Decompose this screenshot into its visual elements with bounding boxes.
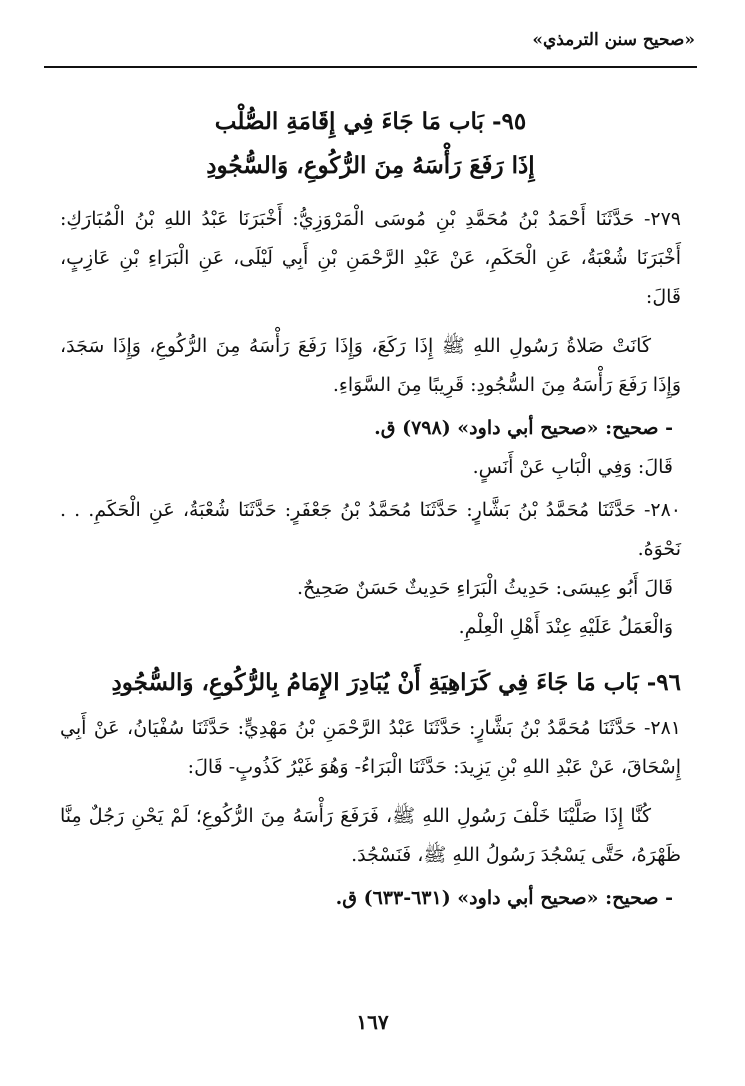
header-rule	[44, 66, 697, 68]
chapter-96-heading	[60, 661, 681, 705]
hadith-279-isnad: ٢٧٩- حَدَّثَنَا أَحْمَدُ بْنُ مُحَمَّدِ بْنِ مُوسَى الْمَرْوَزِيُّ: أَخْبَرَنَا عَبْدُ اللهِ بْنُ الْمُبَارَكِ: أَخْبَرَنَا شُعْبَةُ، عَنِ الْحَكَمِ، عَنْ عَبْدِ الرَّحْمَنِ بْنِ أَبِي لَيْلَى، عَنِ الْبَرَاءِ بْنِ عَازِبٍ، قَالَ:	[60, 208, 681, 308]
hadith-281-grading: - صحيح: «صحيح أبي داود» (٦٣١-٦٣٣) ق.	[335, 887, 673, 909]
hadith-281-isnad: ٢٨١- حَدَّثَنَا مُحَمَّدُ بْنُ بَشَّارٍ: حَدَّثَنَا عَبْدُ الرَّحْمَنِ بْنُ مَهْدِيٍّ: حَدَّثَنَا سُفْيَانُ، عَنْ أَبِي إِسْحَاقَ، عَنْ عَبْدِ اللهِ بْنِ يَزِيدَ: حَدَّثَنَا الْبَرَاءُ- وَهُوَ غَيْرُ كَذُوبٍ- قَالَ:	[60, 717, 681, 778]
chapter-95-title-line2: إِذَا رَفَعَ رَأْسَهُ مِنَ الرُّكُوعِ، وَالسُّجُودِ	[206, 152, 535, 179]
hadith-279-grading: - صحيح: «صحيح أبي داود» (٧٩٨) ق.	[374, 417, 673, 439]
hadith-280-comment-grade: قَالَ أَبُو عِيسَى: حَدِيثُ الْبَرَاءِ حَدِيثٌ حَسَنٌ صَحِيحٌ.	[296, 577, 673, 599]
page-number: ١٦٧	[356, 1010, 389, 1034]
page-content	[60, 100, 681, 918]
running-head-title: «صحيح سنن الترمذي»	[532, 30, 695, 50]
chapter-96-title: ٩٦- بَاب مَا جَاءَ فِي كَرَاهِيَةِ أَنْ يُبَادِرَ الإِمَامُ بِالرُّكُوعِ، وَالسُّجُودِ	[111, 669, 681, 696]
chapter-95-heading	[60, 100, 681, 188]
hadith-279-note: قَالَ: وَفِي الْبَابِ عَنْ أَنَسٍ.	[472, 456, 673, 478]
hadith-281-matn: كُنَّا إِذَا صَلَّيْنَا خَلْفَ رَسُولِ اللهِ ﷺ، فَرَفَعَ رَأْسَهُ مِنَ الرُّكُوعِ؛ لَمْ يَحْنِ رَجُلٌ مِنَّا ظَهْرَهُ، حَتَّى يَسْجُدَ رَسُولُ اللهِ ﷺ، فَنَسْجُدَ.	[60, 805, 681, 866]
hadith-279-matn: كَانَتْ صَلاةُ رَسُولِ اللهِ ﷺ إِذَا رَكَعَ، وَإِذَا رَفَعَ رَأْسَهُ مِنَ الرُّكُوعِ، وَإِذَا سَجَدَ، وَإِذَا رَفَعَ رَأْسَهُ مِنَ السُّجُودِ: قَرِيبًا مِنَ السَّوَاءِ.	[60, 335, 681, 396]
running-head	[44, 30, 695, 50]
chapter-95-title-line1: ٩٥- بَاب مَا جَاءَ فِي إِقَامَةِ الصُّلْب	[214, 108, 527, 135]
hadith-280-isnad: ٢٨٠- حَدَّثَنَا مُحَمَّدُ بْنُ بَشَّارٍ: حَدَّثَنَا مُحَمَّدُ بْنُ جَعْفَرٍ: حَدَّثَنَا شُعْبَةُ، عَنِ الْحَكَمِ. . . نَحْوَهُ.	[60, 499, 681, 560]
hadith-280-comment-practice: وَالْعَمَلُ عَلَيْهِ عِنْدَ أَهْلِ الْعِلْمِ.	[458, 616, 673, 638]
